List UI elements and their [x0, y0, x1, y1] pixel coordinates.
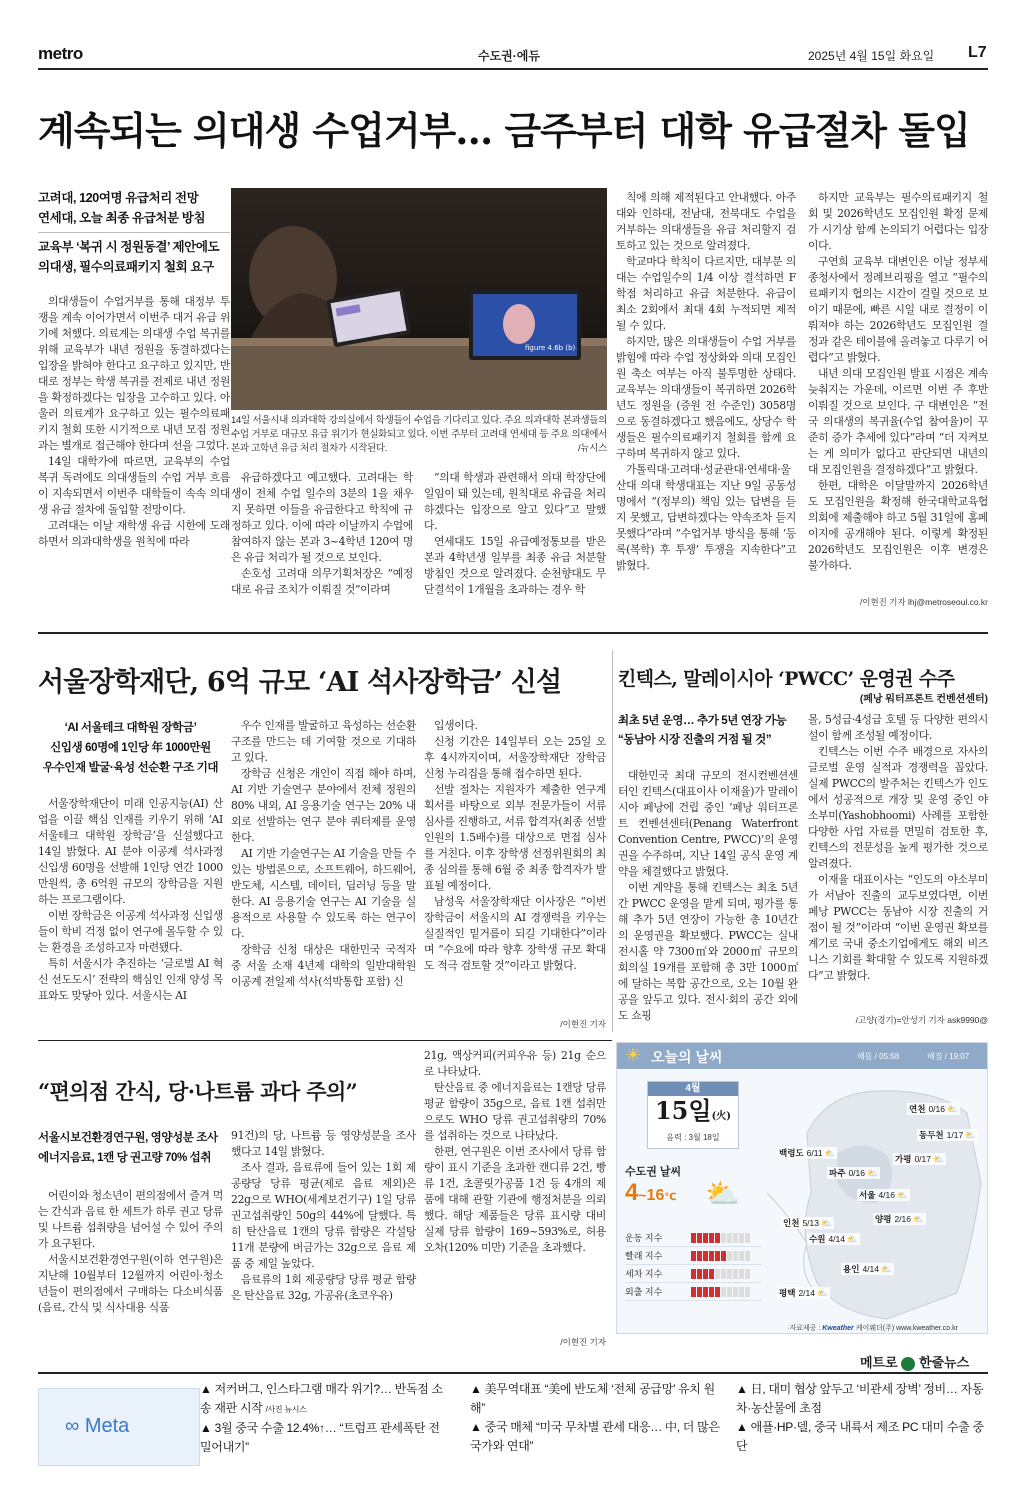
paragraph: 91건)의 당, 나트륨 등 영양성분을 조사했다고 14일 밝혔다. — [231, 1129, 416, 1158]
weather-box — [616, 1042, 988, 1334]
subhead: 교육부 ‘복귀 시 정원동결’ 제안에도 — [38, 240, 220, 254]
weather-title: 오늘의 날씨 — [651, 1049, 723, 1065]
article4-col1 — [38, 1188, 223, 1316]
paragraph: 한편, 연구원은 이번 조사에서 당류 함량이 표시 기준을 초과한 캔디류 2건, 빵류 1건, 초콜릿가공품 1건 등 4개의 제품에 대해 관할 기관에 행정처분을 의뢰했다. 해당 제품들은 당류 표시량 대비 실제 당류 함량이 169~593%로, 허용오차(120% 미만) 기준을 초과했다. — [424, 1145, 606, 1254]
subhead: 신입생 60명에 1인당 年 1000만원 — [50, 742, 211, 754]
cloud-sun-icon: ⛅ — [932, 1154, 944, 1164]
news-item[interactable]: ▲ 애플·HP·델, 중국 내륙서 제조 PC 대미 수출 중단 — [736, 1420, 984, 1453]
paragraph: 칙에 의해 제적된다고 안내했다. 아주대와 인하대, 전남대, 전북대도 수업을 거부하는 의대생들을 유급 처리할지 검토하고 있는 것으로 알려졌다. — [616, 191, 796, 252]
paragraph: 신청 기간은 14일부터 오는 25일 오후 4시까지이며, 서울장학재단 장학금 신청 누리집을 통해 접수하면 된다. — [424, 735, 606, 780]
city-name: 인천 — [783, 1218, 800, 1228]
city-temp: 4/16 — [878, 1190, 895, 1200]
cloud-sun-icon: ⛅ — [896, 1190, 908, 1200]
brand-name: 메트로 — [860, 1355, 898, 1370]
paragraph: 하지만 교육부는 필수의료패키지 철회 및 2026학년도 모집인원 확정 문제가 시기상 함께 논의되기 어렵다는 입장이다. — [808, 191, 988, 252]
article3-subtitle: (페낭 워터프론트 컨벤션센터) — [859, 694, 988, 705]
article4-col2 — [231, 1128, 416, 1304]
city-forecast — [907, 1103, 960, 1115]
subhead: 연세대, 오늘 최종 유급처분 방침 — [38, 211, 206, 225]
paragraph: 14일 대학가에 따르면, 교육부의 수업 복귀 독려에도 의대생들의 수업 거부 흐름이 지속되면서 이번주 대학들이 속속 의대생 유급 절차에 돌입할 전망이다. — [38, 455, 230, 516]
paragraph: 선발 절차는 지원자가 제출한 연구계획서를 바탕으로 외부 전문가들이 서류심사를 진행하고, 서류 합격자(최종 선발인원의 1.5배수)를 대상으로 면접 심사를 거친다. 이후 장학생 선정위원회의 최종 심의를 통해 6월 중 최종 합격자가 발표될 예정이다. — [424, 783, 606, 892]
paragraph: 장학금 신청 대상은 대한민국 국적자 중 서울 소재 4년제 대학의 일반대학원 이공계 전일제 석사(석박통합 포함) 신 — [231, 943, 416, 988]
city-temp: 1/17 — [946, 1130, 964, 1140]
temp-unit: ℃ — [664, 1192, 677, 1203]
paragraph: 연세대도 15일 유급예정통보를 받은 본과 4학년생 일부를 최종 유급 처분할 방침인 것으로 알려졌다. 순천향대도 무단결석이 1개월을 초과하는 경우 학 — [424, 535, 606, 596]
city-temp: 2/16 — [894, 1214, 911, 1224]
city-name: 백령도 — [779, 1148, 804, 1158]
paragraph: 이번 장학금은 이공계 석사과정 신입생들이 학비 걱정 없이 연구에 몰두할 수 있는 환경을 조성하고자 마련됐다. — [38, 909, 223, 954]
cloud-sun-icon: ⛅ — [816, 1288, 828, 1298]
source-name: 케이웨더(주) www.kweather.co.kr — [855, 1325, 958, 1332]
article2-byline: /이현진 기자 — [560, 1019, 606, 1029]
weather-index-label: 세차 지수 — [625, 1269, 663, 1279]
subhead: 최초 5년 운영… 추가 5년 연장 가능 — [618, 715, 787, 727]
slide-figure-label: figure 4.6b (b) — [525, 344, 576, 352]
article1-col5 — [808, 190, 988, 574]
article4-byline: /이현진 기자 — [560, 1337, 606, 1347]
paragraph: 몰, 5성급·4성급 호텔 등 다양한 편의시설이 함께 조성될 예정이다. — [808, 713, 988, 742]
paragraph: 킨텍스는 이번 수주 배경으로 자사의 글로벌 운영 실적과 경쟁력을 꼽았다. 실제 PWCC의 발주처는 킨텍스가 인도에서 성공적으로 개장 및 운영 중인 야소부미(Yashobhoomi) 사례를 포함한 다양한 사업 자료를 면밀히 검토한 후, 킨텍스의 전문성을 높게 평가한 것으로 알려졌다. — [808, 745, 988, 870]
paragraph: 하지만, 많은 의대생들이 수업 거부를 밝힘에 따라 수업 정상화와 의대 모집인원 축소 여부는 아직 불투명한 상태다. 교육부는 의대생들이 복귀하면 2026학년도 정원을 (증원 전 수준인) 3058명으로 동결하겠다고 했음에도, 상당수 학생들은 필수의료패키지 철회를 함께 요구하며 복귀하지 않고 있다. — [616, 335, 796, 460]
weather-index-bar — [691, 1286, 751, 1297]
globe-icon — [901, 1357, 915, 1371]
paragraph: 가톨릭대·고려대·성균관대·연세대·울산대 의대 학생대표는 지난 9일 공동성명에서 “(정부의) 책임 있는 답변을 듣지 못했고, 답변하겠다는 약속조차 듣지 못했다”라며 “수업거부 방식을 통해 ‘등록(복학) 후 투쟁’ 투쟁을 지속한다”고 밝혔다. — [616, 463, 796, 572]
city-temp: 0/17 — [914, 1154, 931, 1164]
city-name: 동두천 — [919, 1130, 944, 1140]
article4-headline: “편의점 간식, 당·나트륨 과다 주의” — [38, 1079, 358, 1104]
weather-index-label: 빨래 지수 — [625, 1251, 663, 1261]
meta-logo: ∞ Meta — [65, 1415, 130, 1437]
region-label: 수도권 날씨 — [625, 1166, 682, 1178]
news-item[interactable]: ▲ 중국 매체 “미국 무차별 관세 대응… 中, 더 많은 국가와 연대” — [470, 1420, 720, 1453]
city-forecast — [827, 1167, 880, 1179]
subhead: 에너지음료, 1캔 당 권고량 70% 섭취 — [38, 1152, 212, 1164]
city-forecast — [777, 1147, 837, 1159]
city-forecast — [777, 1287, 830, 1299]
paragraph: 내년 의대 모집인원 발표 시점은 계속 늦춰지는 가운데, 이르면 이번 주 후반 이뤄질 것으로 보인다. 구 대변인은 “전국 의대생의 복귀율(수업 참여율)이 꾸준히 증가 추세에 있다”라며 “더 지켜보는 게 의미가 없다고 판단되면 내년의 대 모집인원을 결정하겠다”고 밝혔다. — [808, 367, 988, 476]
city-forecast — [781, 1217, 834, 1229]
weather-index-row — [625, 1247, 761, 1265]
city-name: 수원 — [809, 1234, 826, 1244]
footer-col1 — [200, 1380, 450, 1457]
city-temp: 0/16 — [848, 1168, 865, 1178]
paragraph: 구연희 교육부 대변인은 이날 정부세종청사에서 정례브리핑을 열고 “필수의료패키지 협의는 시간이 걸릴 것으로 보이기 때문에, 빠른 시일 내로 결정이 이뤄져야 하는 2026학년도 모집인원 결정과 같은 테이블에 올려놓고 다루기 어렵다”고 밝혔다. — [808, 255, 988, 364]
city-name: 서울 — [859, 1190, 876, 1200]
weather-month: 4월 — [648, 1082, 738, 1096]
article1-photo — [231, 188, 607, 410]
city-temp: 6/11 — [806, 1148, 823, 1158]
city-name: 평택 — [779, 1288, 796, 1298]
paragraph: 서울장학재단이 미래 인공지능(AI) 산업을 이끌 핵심 인재를 키우기 위해 ‘AI 서울테크 대학원 장학금’을 신설했다고 14일 밝혔다. AI 분야 이공계 석사과정 신입생 60명을 선발해 1인당 연간 1000만원씩, 총 6억원 규모의 장학금을 지원하는 프로그램이다. — [38, 797, 223, 906]
city-temp: 5/13 — [802, 1218, 819, 1228]
city-temp: 4/14 — [862, 1264, 879, 1274]
paragraph: 서울시보건환경연구원(이하 연구원)은 지난해 10월부터 12월까지 어린이·청소년들이 편의점에서 구매하는 다소비식품(음료, 간식 및 식사대용 식품 — [38, 1253, 223, 1314]
date-block — [647, 1081, 739, 1149]
news-item[interactable]: ▲ 美무역대표 “美에 반도체 ‘전체 공급망’ 유치 원해” — [470, 1382, 715, 1415]
paragraph: AI 기반 기술연구는 AI 기술을 만들 수 있는 방법론으로, 소프트웨어, 하드웨어, 반도체, 시스템, 데이터, 딥러닝 등을 말한다. AI 응용기술 연구는 AI 기술을 실용적으로 사용할 수 있도록 하는 연구이다. — [231, 847, 416, 940]
paragraph: 이번 계약을 통해 킨텍스는 최초 5년간 PWCC 운영을 맡게 되며, 평가를 통해 추가 5년 연장이 가능한 총 10년간의 운영권을 확보했다. PWCC는 실내 전시홀 약 7300㎡와 2000㎡ 규모의 회의실 19개를 포함해 총 3만 1000㎡에 달하는 복합 공간으로, 오는 10월 완공을 앞두고 있다. 전시·회의 공간 외에도 쇼핑 — [618, 881, 798, 1022]
section-name: 수도권·에듀 — [478, 49, 540, 63]
article3-byline: /고양(경기)=안성기 기자 ask9990@ — [855, 1015, 988, 1025]
source-brand: Kweather — [822, 1325, 854, 1332]
article1-photo-caption — [231, 414, 607, 456]
partly-cloudy-icon: ⛅ — [705, 1178, 740, 1209]
paragraph: 입생이다. — [434, 719, 478, 732]
article2-col2 — [231, 718, 416, 990]
weather-index-row — [625, 1283, 761, 1301]
weather-index-bar — [691, 1250, 751, 1261]
paragraph: 우수 인재를 발굴하고 육성하는 선순환 구조를 만드는 데 기여할 것으로 기대하고 있다. — [231, 719, 416, 764]
subhead: 고려대, 120여명 유급처리 전망 — [38, 191, 199, 205]
weather-index-label: 외출 지수 — [625, 1287, 663, 1297]
subhead: ‘AI 서울테크 대학원 장학금’ — [64, 722, 197, 734]
paragraph: 손호성 고려대 의무기획처장은 “예정대로 유급 조치가 이뤄질 것”이라며 — [231, 567, 413, 596]
page-header — [38, 44, 988, 66]
paragraph: 어린이와 청소년이 편의점에서 즐겨 먹는 간식과 음료 한 세트가 하루 권고 당류 및 나트륨 섭취량을 넘어설 수 있어 주의가 요구된다. — [38, 1189, 223, 1250]
footer-rule — [38, 1372, 988, 1374]
sunset-time: 해짐 / 19:07 — [927, 1052, 970, 1061]
cloud-sun-icon: ⛅ — [866, 1168, 878, 1178]
header-rule — [38, 68, 988, 70]
article1-col2 — [231, 470, 413, 598]
weather-source — [787, 1323, 958, 1333]
brand-sub: 한줄뉴스 — [918, 1355, 970, 1370]
article2-col1 — [38, 796, 223, 1004]
city-forecast — [807, 1233, 860, 1245]
weather-index-label: 운동 지수 — [625, 1233, 663, 1243]
cloud-sun-icon: ⛅ — [846, 1234, 858, 1244]
article1-col4 — [616, 190, 796, 574]
city-forecast — [841, 1263, 894, 1275]
paragraph: 탄산음료 중 에너지음료는 1캔당 당류 평균 함량이 35g으로, 음료 1캔 섭취만으로도 WHO 당류 권고섭취량의 70%를 섭취하는 것으로 나타났다. — [424, 1081, 606, 1142]
article1-col1 — [38, 294, 230, 550]
issue-date: 2025년 4월 15일 화요일 — [808, 49, 935, 63]
footer-col2 — [470, 1380, 720, 1456]
section-divider — [38, 1040, 612, 1041]
paragraph: 남성욱 서울장학재단 이사장은 “이번 장학금이 서울시의 AI 경쟁력을 키우는 실질적인 밑거름이 되길 기대한다”이라며 “수요에 따라 향후 장학생 규모 확대도 적극 검토할 것”이라고 밝혔다. — [424, 895, 606, 972]
paragraph: 조사 결과, 음료류에 들어 있는 1회 제공량당 당류 평균(제로 음료 제외)은 22g으로 WHO(세계보건기구) 1일 당류 권고섭취량인 50g의 44%에 달했다. 특히 탄산음료 1캔의 당류 함량은 각설탕 11개 분량에 버금가는 32g으로 음료 제품 중 제일 높았다. — [231, 1161, 416, 1270]
city-name: 용인 — [843, 1264, 860, 1274]
paragraph: 이재율 대표이사는 “인도의 야소부미가 서남아 진출의 교두보였다면, 이번 페낭 PWCC는 동남아 시장 진출의 거점이 될 것”이라며 “이번 운영권 확보를 계기로 국내 중소기업에게도 해외 비즈니스 기회를 확대할 수 있도록 지원하겠다”고 밝혔다. — [808, 873, 988, 982]
cloud-sun-icon: ⛅ — [824, 1148, 836, 1158]
temp-low: 4 — [625, 1179, 639, 1206]
lunar-date: 음력 : 3월 18일 — [666, 1133, 720, 1142]
city-name: 연천 — [909, 1104, 926, 1114]
news-item[interactable]: ▲ 3월 중국 수출 12.4%↑… “트럼프 관세폭탄 전 밀어내기” — [200, 1421, 440, 1454]
paragraph: “의대 학생과 관련해서 의대 학장단에 일임이 돼 있는데, 원칙대로 유급을 처리하겠다는 입장으로 알고 있다”고 말했다. — [424, 471, 606, 532]
article3-col1 — [618, 768, 798, 1024]
source-label: ·자료제공 : — [787, 1325, 821, 1332]
article3-subheads — [618, 712, 798, 750]
paragraph: 특히 서울시가 추진하는 ‘글로벌 AI 혁신 선도도시’ 전략의 핵심인 인재 양성 목표와도 맞닿아 있다. 서울시는 AI — [38, 957, 223, 1002]
subhead: 우수인재 발굴·육성 선순환 구조 기대 — [42, 762, 219, 774]
sun-icon: ☀ — [625, 1045, 642, 1065]
article1-byline: /이현진 기자 lhj@metroseoul.co.kr — [859, 597, 988, 607]
city-forecast — [893, 1153, 946, 1165]
article2-headline: 서울장학재단, 6억 규모 ‘AI 석사장학금’ 신설 — [38, 667, 562, 698]
news-item[interactable]: ▲ 저커버그, 인스타그램 매각 위기?… 반독점 소송 재판 시작 /사진 뉴시스 — [200, 1382, 443, 1415]
footer-ad-image — [38, 1388, 200, 1466]
caption: 14일 서울시내 의과대학 강의실에서 학생들이 수업을 기다리고 있다. 주요 의과대학 본과생들의 수업 거부로 대규모 유급 위기가 현실화되고 있다. 이번 주부터 고려대 연세대 등 주요 의대에서 본과 고학년 유급 처리 절차가 시작된다. — [231, 415, 607, 454]
article2-subheads — [38, 718, 223, 778]
paragraph: 학교마다 학칙이 다르지만, 대부분 의대는 수업일수의 1/4 이상 결석하면 F학점 처리하고 유급 처분한다. 유급이 최소 2회에서 최대 4회 누적되면 제적될 수 있다. — [616, 255, 796, 332]
column-divider — [612, 650, 613, 1032]
cloud-sun-icon: ⛅ — [965, 1130, 976, 1140]
article4-col3 — [424, 1048, 606, 1256]
subhead: “동남아 시장 진출의 거점 될 것” — [618, 734, 772, 746]
paragraph: 대한민국 최대 규모의 전시컨벤션센터인 킨텍스(대표이사 이재율)가 말레이시아 페낭에 건립 중인 ‘페낭 워터프론트 컨벤션센터(Penang Waterfront Convention Centre, PWCC)’의 운영권을 수주하며, 지난 14일 공식 운영 계약을 체결했다고 밝혔다. — [618, 769, 798, 878]
article2-col3 — [424, 718, 606, 974]
footer-col3 — [736, 1380, 988, 1456]
city-forecast — [917, 1129, 978, 1141]
section-divider — [38, 632, 988, 634]
weather-index-row — [625, 1265, 761, 1283]
metro-logo: metro — [38, 44, 83, 63]
city-temp: 0/16 — [928, 1104, 945, 1114]
weather-index-bar — [691, 1268, 751, 1279]
subhead: 서울시보건환경연구원, 영양성분 조사 — [38, 1132, 218, 1144]
weather-index-bar — [691, 1232, 751, 1243]
article3-col2 — [808, 712, 988, 984]
temp-range: 4~16℃ — [625, 1179, 677, 1206]
temp-high: 16 — [646, 1187, 665, 1204]
city-temp: 4/14 — [828, 1234, 845, 1244]
paragraph: 21g, 액상커피(커피우유 등) 21g 순으로 나타났다. — [424, 1049, 606, 1078]
cloud-sun-icon: ⛅ — [946, 1104, 958, 1114]
city-name: 양평 — [875, 1214, 892, 1224]
weather-indices — [625, 1229, 761, 1301]
city-forecast — [857, 1189, 910, 1201]
city-forecast — [873, 1213, 926, 1225]
article1-headline: 계속되는 의대생 수업거부… 금주부터 대학 유급절차 돌입 — [38, 108, 970, 153]
sunrise-time: 해뜸 / 05:58 — [857, 1052, 900, 1061]
article3-headline: 킨텍스, 말레이시아 ‘PWCC’ 운영권 수주 — [618, 668, 955, 690]
article1-col3 — [424, 470, 606, 598]
paragraph: 음료류의 1회 제공량당 당류 평균 함량은 탄산음료 32g, 가공유(초코우유) — [231, 1273, 416, 1302]
weather-day: 15일 — [654, 1096, 712, 1125]
article1-subheads — [38, 188, 230, 277]
weather-weekday: (火) — [711, 1111, 732, 1122]
subhead: 의대생, 필수의료패키지 철회 요구 — [38, 260, 214, 274]
city-temp: 2/14 — [798, 1288, 815, 1298]
paragraph: 한편, 대학은 이달말까지 2026학년도 모집인원을 확정해 한국대학교육협의회에 제출해야 하고 5월 31일에 홈페이지에 공개해야 된다. 이렇게 확정된 2026학년도 모집인원은 이후 변경은 불가하다. — [808, 479, 988, 572]
photo-credit: /뉴시스 — [578, 443, 607, 454]
cloud-sun-icon: ⛅ — [912, 1214, 924, 1224]
weather-index-row — [625, 1229, 761, 1247]
city-name: 파주 — [829, 1168, 846, 1178]
city-name: 가평 — [895, 1154, 912, 1164]
weather-header — [617, 1043, 988, 1069]
page-number: L7 — [968, 44, 987, 61]
news-item[interactable]: ▲ 日, 대미 협상 앞두고 ‘비관세 장벽’ 정비… 자동차·농산물에 초점 — [736, 1382, 984, 1415]
paragraph: 유급하겠다고 예고했다. 고려대는 학생이 전체 수업 일수의 3분의 1을 채우지 못하면 이들을 유급한다고 학칙에 규정하고 있다. 이에 따라 이날까지 수업에 참여하지 않는 본과 3~4학년 120여 명은 유급 처리가 될 것으로 보인다. — [231, 471, 413, 564]
cloud-sun-icon: ⛅ — [880, 1264, 892, 1274]
paragraph: 의대생들이 수업거부를 통해 대정부 투쟁을 계속 이어가면서 이번주 대거 유급 위기에 처했다. 의료계는 의대생 수업 복귀를 위해 교육부가 내년 정원을 동결하겠다는 입장을 밝혀야 한다고 요구하고 있지만, 반대로 정부는 학생 복귀를 전제로 내년 정원을 확정하겠다는 입장을 고수하고 있다. 아울러 의료계가 요구하고 있는 필수의료패키지 철회 또한 시기적으로 내년 모집 정원과는 별개로 접근해야 한다며 선을 그었다. — [38, 295, 230, 452]
article4-subheads — [38, 1128, 223, 1168]
cloud-sun-icon: ⛅ — [820, 1218, 832, 1228]
footer-brand — [860, 1352, 969, 1371]
paragraph: 장학금 신청은 개인이 직접 해야 하며, AI 기반 기술연구 분야에서 전체 정원의 80% 내외, AI 응용기술 연구는 20% 내외로 선발하는 연구 분야 쿼터제를 운영한다. — [231, 767, 416, 844]
paragraph: 고려대는 이날 재학생 유급 시한에 도래하면서 의과대학생을 원칙에 따라 — [38, 519, 230, 548]
